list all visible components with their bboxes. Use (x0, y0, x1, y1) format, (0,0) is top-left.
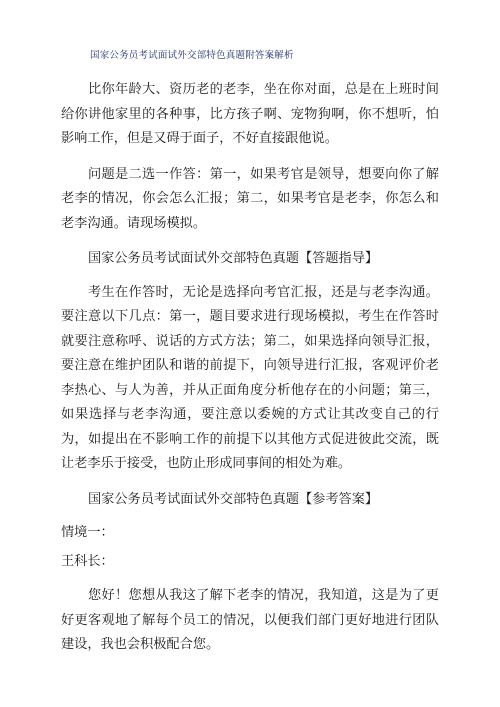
scenario-label: 情境一： (61, 525, 114, 540)
page-header: 国家公务员考试面试外交部特色真题附答案解析 (90, 50, 294, 61)
guidance-text: 考生在作答时，无论是选择向考官汇报，还是与老李沟通。要注意以下几点：第一，题目要求进行现场模拟，考生在作答时就要注意称呼、说话的方式方法；第二，如果选择向领导汇报，要注意在维护团队和谐的前提下，向领导进行汇报，客观评价老李热心、与人为善，并从正面角度分析他存在的小问题；第三，如果选择与老李沟通，要注意以委婉的方式让其改变自己的行为，如提出在不影响工作的前提下以其他方式促进彼此交流，既让老李乐于接受，也防止形成同事间的相处为难。 (61, 284, 439, 471)
salutation: 王科长： (61, 553, 114, 569)
question-scenario: 比你年龄大、资历老的老李，坐在你对面，总是在上班时间给你讲他家里的各种事，比方孩子啊、宠物狗啊，你不想听，怕影响工作，但是又碍于面子，不好直接跟他说。 (61, 82, 439, 146)
answer-heading: 国家公务员考试面试外交部特色真题【参考答案】 (88, 491, 379, 507)
question-prompt: 问题是二选一作答：第一，如果考官是领导，想要向你了解老李的情况，你会怎么汇报；第二，如果考官是老李，你怎么和老李沟通。请现场模拟。 (61, 166, 439, 231)
guidance-heading: 国家公务员考试面试外交部特色真题【答题指导】 (88, 251, 379, 266)
document-body (61, 78, 439, 669)
answer-text: 您好！您想从我这了解下老李的情况，我知道，这是为了更好更客观地了解每个员工的情况，以便我们部门更好地进行团队建设，我也会积极配合您。 (61, 588, 439, 652)
